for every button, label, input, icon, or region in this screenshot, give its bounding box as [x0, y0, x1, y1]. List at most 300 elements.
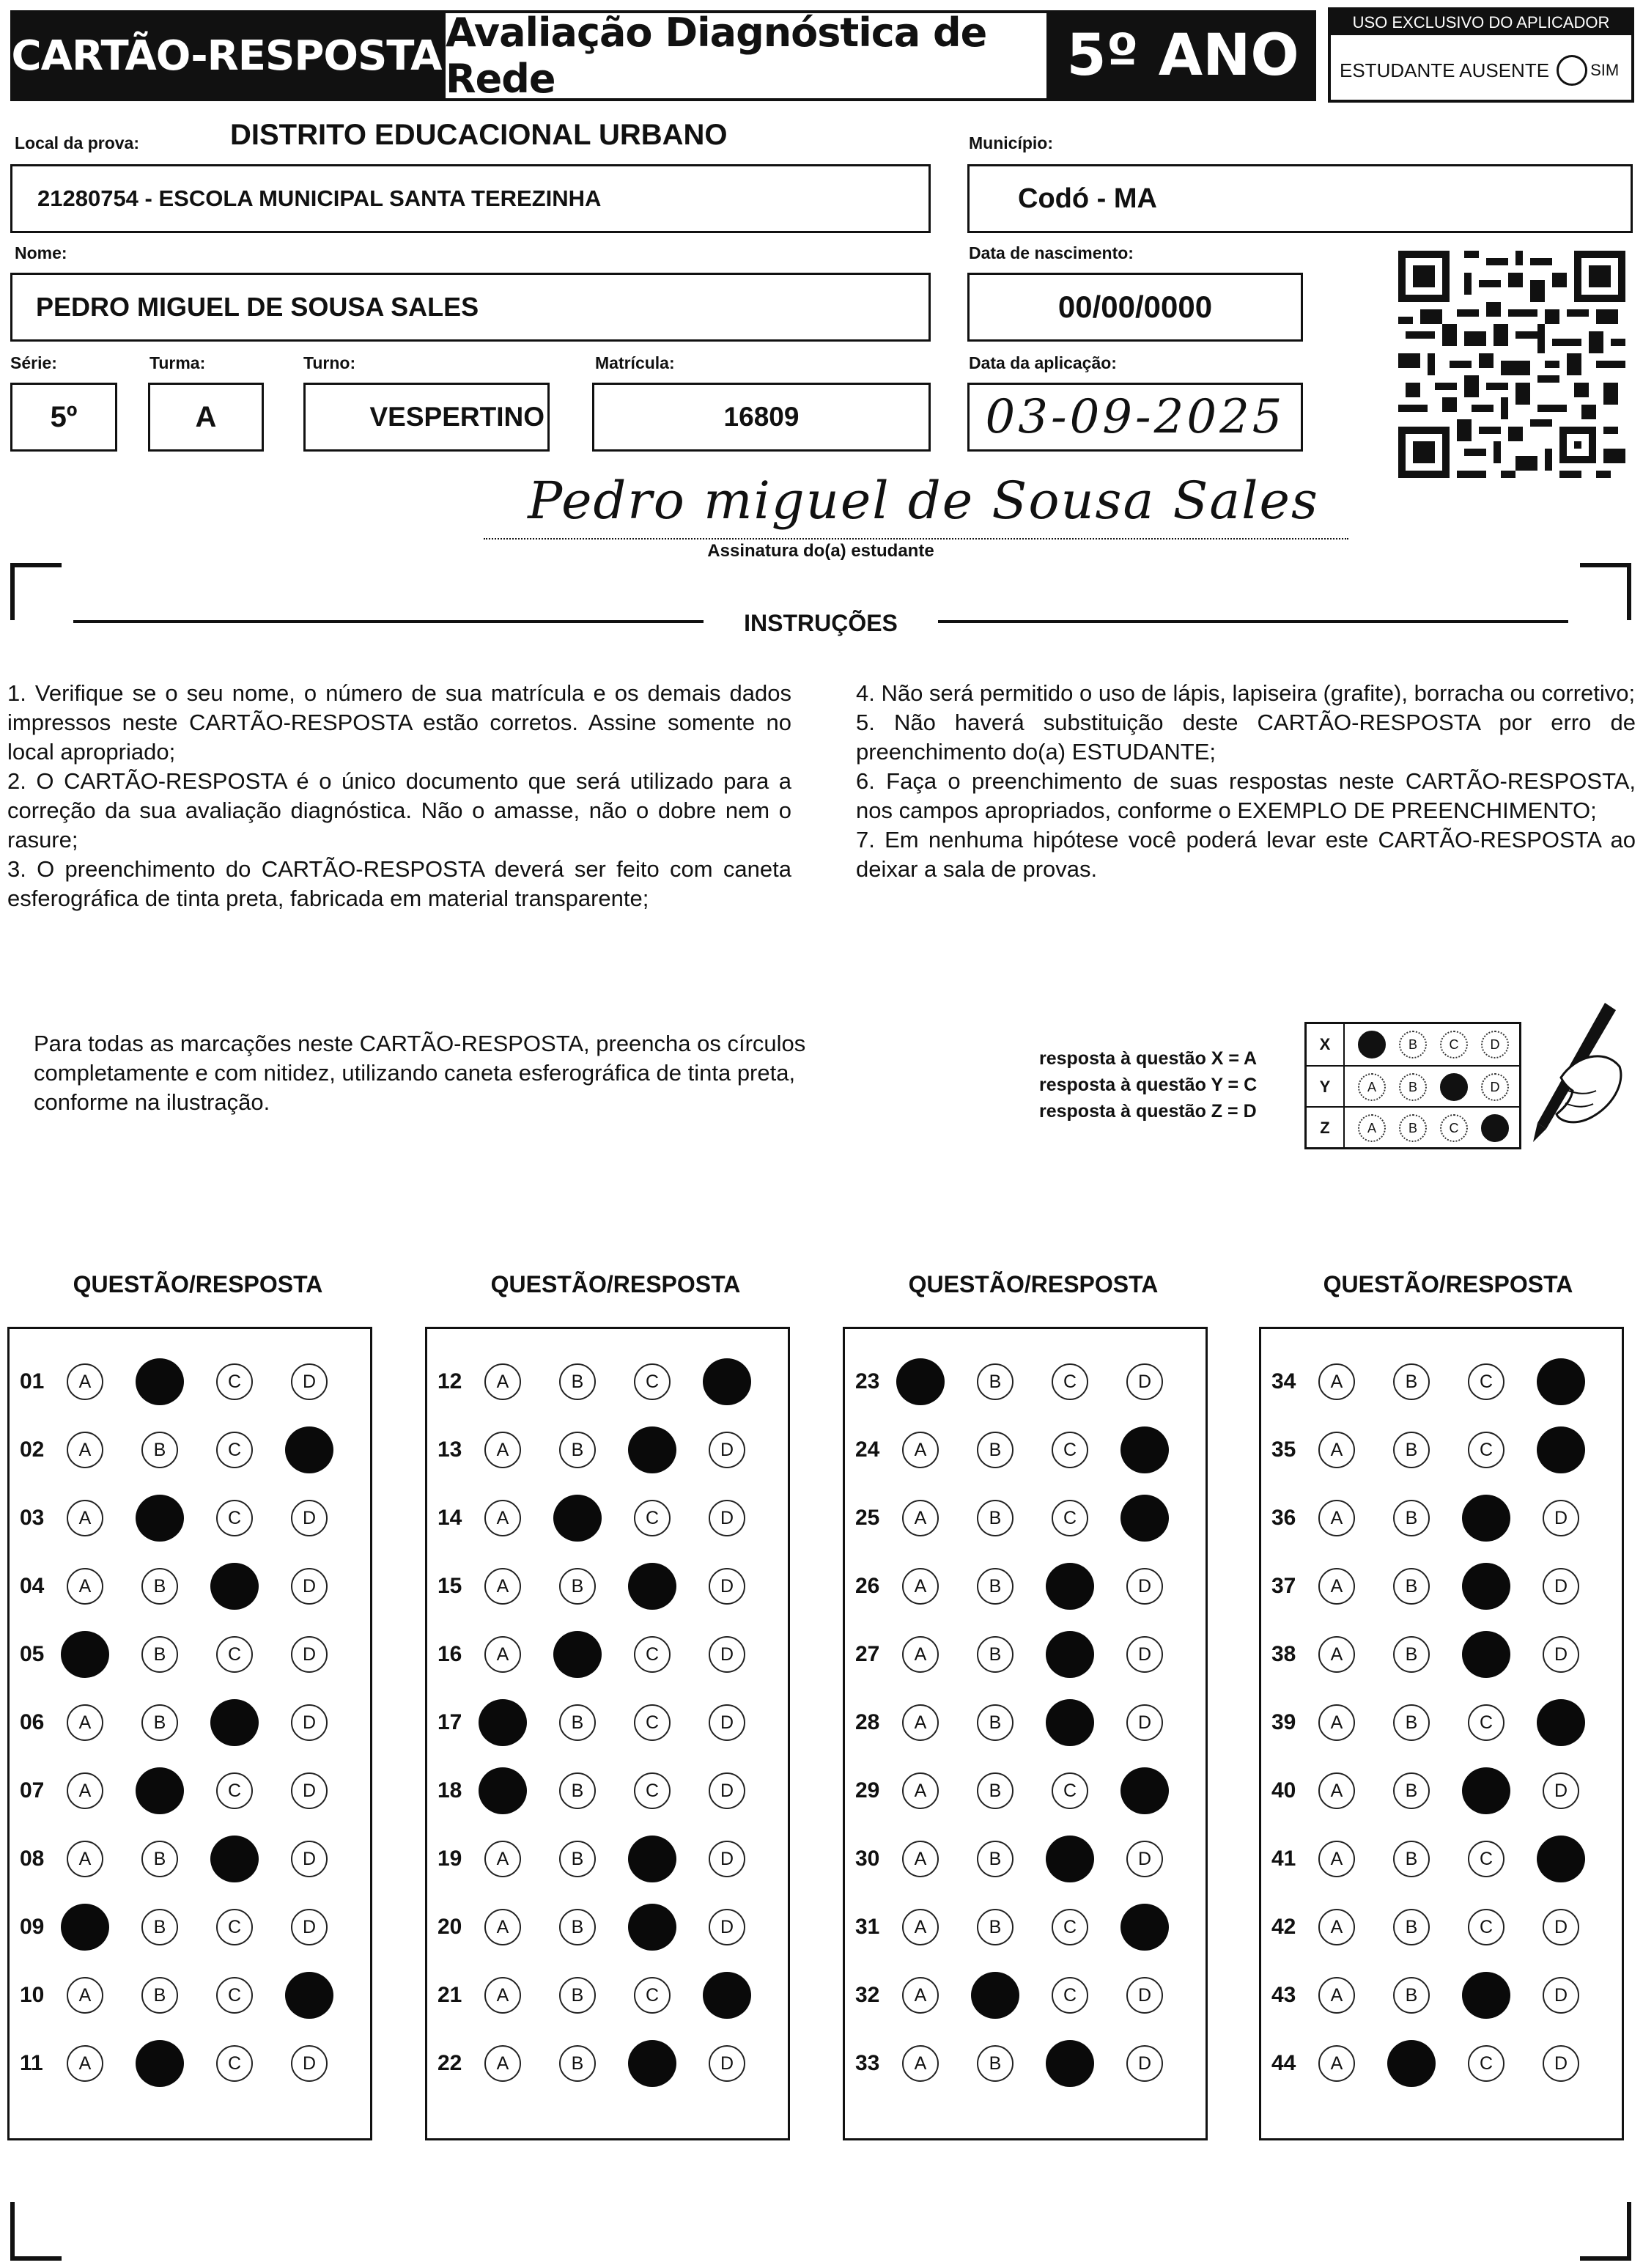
example-bubble-x-b: B: [1399, 1031, 1427, 1058]
example-bubble-y-b: B: [1399, 1073, 1427, 1101]
bubble-11-d[interactable]: D: [291, 2045, 328, 2082]
question-number: 32: [855, 1983, 880, 2007]
bubble-13-b[interactable]: B: [559, 1432, 596, 1468]
answer-row-08: [10, 1837, 370, 1881]
matricula-label: Matrícula:: [595, 353, 675, 372]
bubble-07-a[interactable]: A: [67, 1772, 103, 1809]
bubble-24-c[interactable]: C: [1052, 1432, 1088, 1468]
answer-row-32: [845, 1973, 1206, 2017]
bubble-09-d[interactable]: D: [291, 1909, 328, 1945]
bubble-32-c[interactable]: C: [1052, 1977, 1088, 2014]
answer-row-17: [427, 1701, 788, 1745]
bubble-17-d[interactable]: D: [709, 1704, 745, 1741]
bubble-33-d[interactable]: D: [1126, 2045, 1163, 2082]
bubble-08-c[interactable]: [210, 1836, 259, 1882]
bubble-11-a[interactable]: A: [67, 2045, 103, 2082]
bubble-38-a[interactable]: A: [1318, 1636, 1355, 1673]
bubble-03-a[interactable]: A: [67, 1500, 103, 1536]
nome-value: PEDRO MIGUEL DE SOUSA SALES: [36, 292, 479, 322]
bubble-42-a[interactable]: A: [1318, 1909, 1355, 1945]
answer-row-20: [427, 1905, 788, 1949]
bubble-25-b[interactable]: B: [977, 1500, 1014, 1536]
bubble-06-d[interactable]: D: [291, 1704, 328, 1741]
bubble-14-c[interactable]: C: [634, 1500, 671, 1536]
bubble-03-d[interactable]: D: [291, 1500, 328, 1536]
instruction-7: 7. Em nenhuma hipótese você poderá levar este CARTÃO-RESPOSTA ao deixar a sala de provas.: [856, 827, 1636, 882]
question-number: 39: [1271, 1710, 1296, 1734]
bubble-42-b[interactable]: B: [1393, 1909, 1430, 1945]
bubble-18-b[interactable]: B: [559, 1772, 596, 1809]
aplicacao-label: Data da aplicação:: [969, 353, 1117, 372]
answer-panel-1: [7, 1327, 372, 2140]
serie-field: [10, 383, 117, 452]
bubble-39-b[interactable]: B: [1393, 1704, 1430, 1741]
bubble-40-d[interactable]: D: [1543, 1772, 1579, 1809]
answer-row-12: [427, 1360, 788, 1404]
bubble-22-d[interactable]: D: [709, 2045, 745, 2082]
legend-z: resposta à questão Z = D: [1039, 1101, 1257, 1122]
bubble-12-b[interactable]: B: [559, 1363, 596, 1400]
bubble-14-a[interactable]: A: [484, 1500, 521, 1536]
answer-row-42: [1261, 1905, 1622, 1949]
bubble-07-c[interactable]: C: [216, 1772, 253, 1809]
bubble-20-a[interactable]: A: [484, 1909, 521, 1945]
bubble-02-d[interactable]: [285, 1426, 333, 1473]
bubble-04-b[interactable]: B: [141, 1568, 178, 1605]
bubble-28-a[interactable]: A: [902, 1704, 939, 1741]
answer-row-05: [10, 1632, 370, 1676]
answer-row-19: [427, 1837, 788, 1881]
question-number: 33: [855, 2051, 880, 2075]
question-number: 04: [20, 1574, 45, 1598]
bubble-09-b[interactable]: B: [141, 1909, 178, 1945]
bubble-06-b[interactable]: B: [141, 1704, 178, 1741]
turno-value: VESPERTINO: [369, 402, 544, 432]
answer-row-35: [1261, 1428, 1622, 1472]
absent-label: ESTUDANTE AUSENTE: [1340, 59, 1550, 81]
bubble-35-d[interactable]: [1537, 1426, 1585, 1473]
bubble-42-c[interactable]: C: [1468, 1909, 1504, 1945]
bubble-35-a[interactable]: A: [1318, 1432, 1355, 1468]
bubble-26-a[interactable]: A: [902, 1568, 939, 1605]
bubble-01-c[interactable]: C: [216, 1363, 253, 1400]
municipio-value: Codó - MA: [1018, 183, 1157, 214]
bubble-37-c[interactable]: [1462, 1563, 1510, 1610]
bubble-34-c[interactable]: C: [1468, 1363, 1504, 1400]
answer-row-09: [10, 1905, 370, 1949]
answer-row-14: [427, 1496, 788, 1540]
example-bubble-z-b: B: [1399, 1114, 1427, 1142]
question-number: 16: [437, 1642, 462, 1666]
legend-y: resposta à questão Y = C: [1039, 1075, 1258, 1095]
bubble-41-c[interactable]: C: [1468, 1841, 1504, 1877]
bubble-32-b[interactable]: [971, 1972, 1019, 2019]
bubble-02-b[interactable]: B: [141, 1432, 178, 1468]
corner-tl-v: [10, 563, 15, 620]
bubble-01-a[interactable]: A: [67, 1363, 103, 1400]
district-name: DISTRITO EDUCACIONAL URBANO: [230, 119, 728, 151]
turma-label: Turma:: [149, 353, 206, 372]
bubble-31-b[interactable]: B: [977, 1909, 1014, 1945]
bubble-24-d[interactable]: [1120, 1426, 1169, 1473]
bubble-39-d[interactable]: [1537, 1699, 1585, 1746]
bubble-29-d[interactable]: [1120, 1767, 1169, 1814]
answer-row-39: [1261, 1701, 1622, 1745]
bubble-42-d[interactable]: D: [1543, 1909, 1579, 1945]
answer-row-33: [845, 2041, 1206, 2085]
bubble-20-b[interactable]: B: [559, 1909, 596, 1945]
absent-checkbox[interactable]: [1557, 55, 1587, 86]
question-number: 08: [20, 1847, 45, 1871]
bubble-40-b[interactable]: B: [1393, 1772, 1430, 1809]
bubble-09-c[interactable]: C: [216, 1909, 253, 1945]
question-number: 24: [855, 1437, 880, 1462]
bubble-15-c[interactable]: [628, 1563, 676, 1610]
bubble-25-d[interactable]: [1120, 1495, 1169, 1542]
answer-row-25: [845, 1496, 1206, 1540]
bubble-04-c[interactable]: [210, 1563, 259, 1610]
bubble-20-d[interactable]: D: [709, 1909, 745, 1945]
bubble-01-b[interactable]: [136, 1358, 184, 1405]
example-row-label: X: [1307, 1024, 1345, 1065]
column-header-1: QUESTÃO/RESPOSTA: [73, 1271, 323, 1297]
bubble-25-a[interactable]: A: [902, 1500, 939, 1536]
instruction-5: 5. Não haverá substituição deste CARTÃO-RESPOSTA por erro de preenchimento do(a) ESTUDANTE;: [856, 710, 1636, 765]
bubble-44-b[interactable]: [1387, 2040, 1436, 2087]
question-number: 28: [855, 1710, 880, 1734]
bubble-08-d[interactable]: D: [291, 1841, 328, 1877]
bubble-43-d[interactable]: D: [1543, 1977, 1579, 2014]
bubble-07-d[interactable]: D: [291, 1772, 328, 1809]
bubble-40-a[interactable]: A: [1318, 1772, 1355, 1809]
bubble-34-a[interactable]: A: [1318, 1363, 1355, 1400]
bubble-29-a[interactable]: A: [902, 1772, 939, 1809]
bubble-33-a[interactable]: A: [902, 2045, 939, 2082]
bubble-18-d[interactable]: D: [709, 1772, 745, 1809]
bubble-13-c[interactable]: [628, 1426, 676, 1473]
bubble-14-b[interactable]: [553, 1495, 602, 1542]
bubble-12-a[interactable]: A: [484, 1363, 521, 1400]
bubble-22-a[interactable]: A: [484, 2045, 521, 2082]
bubble-05-b[interactable]: B: [141, 1636, 178, 1673]
example-bubble-z-c: C: [1440, 1114, 1468, 1142]
nascimento-value: 00/00/0000: [1057, 290, 1213, 324]
bubble-05-c[interactable]: C: [216, 1636, 253, 1673]
bubble-04-a[interactable]: A: [67, 1568, 103, 1605]
question-number: 01: [20, 1369, 45, 1393]
bubble-35-b[interactable]: B: [1393, 1432, 1430, 1468]
answer-row-01: [10, 1360, 370, 1404]
answer-row-10: [10, 1973, 370, 2017]
bubble-18-c[interactable]: C: [634, 1772, 671, 1809]
nascimento-field: [967, 273, 1303, 342]
bubble-30-a[interactable]: A: [902, 1841, 939, 1877]
answer-row-02: [10, 1428, 370, 1472]
bubble-34-d[interactable]: [1537, 1358, 1585, 1405]
corner-bl-h: [10, 2256, 62, 2261]
bubble-36-c[interactable]: [1462, 1495, 1510, 1542]
answer-row-40: [1261, 1769, 1622, 1813]
bubble-15-b[interactable]: B: [559, 1568, 596, 1605]
bubble-16-a[interactable]: A: [484, 1636, 521, 1673]
bubble-30-c[interactable]: [1046, 1836, 1094, 1882]
turno-label: Turno:: [303, 353, 356, 372]
serie-value: 5º: [50, 400, 78, 433]
bubble-06-c[interactable]: [210, 1699, 259, 1746]
bubble-03-c[interactable]: C: [216, 1500, 253, 1536]
bubble-12-c[interactable]: C: [634, 1363, 671, 1400]
turma-field: [148, 383, 264, 452]
fill-example-grid: [1304, 1022, 1521, 1149]
bubble-20-c[interactable]: [628, 1904, 676, 1951]
question-number: 17: [437, 1710, 462, 1734]
question-number: 26: [855, 1574, 880, 1598]
example-bubble-x-d: D: [1481, 1031, 1509, 1058]
instruction-2: 2. O CARTÃO-RESPOSTA é o único documento que será utilizado para a correção da sua avaliação diagnóstica. Não o amasse, não o dobre nem o rasure;: [7, 768, 791, 853]
bubble-08-a[interactable]: A: [67, 1841, 103, 1877]
bubble-43-c[interactable]: [1462, 1972, 1510, 2019]
question-number: 25: [855, 1506, 880, 1530]
question-number: 34: [1271, 1369, 1296, 1393]
answer-row-18: [427, 1769, 788, 1813]
pen-hand-icon: [1495, 997, 1627, 1151]
bubble-21-a[interactable]: A: [484, 1977, 521, 2014]
bubble-05-a[interactable]: [61, 1631, 109, 1678]
bubble-15-d[interactable]: D: [709, 1568, 745, 1605]
legend-x: resposta à questão X = A: [1039, 1048, 1258, 1069]
municipio-label: Município:: [969, 133, 1053, 152]
matricula-field: [592, 383, 931, 452]
nome-label: Nome:: [15, 243, 67, 262]
fill-example-legend: [1039, 1045, 1257, 1124]
example-row-label: Z: [1307, 1108, 1345, 1149]
bubble-31-a[interactable]: A: [902, 1909, 939, 1945]
bubble-26-b[interactable]: B: [977, 1568, 1014, 1605]
bubble-10-d[interactable]: [285, 1972, 333, 2019]
instructions-right: [856, 679, 1636, 884]
answer-row-06: [10, 1701, 370, 1745]
instructions-line-left: [73, 620, 704, 623]
answer-row-07: [10, 1769, 370, 1813]
instruction-4: 4. Não será permitido o uso de lápis, lapiseira (grafite), borracha ou corretivo;: [856, 680, 1636, 706]
bubble-32-a[interactable]: A: [902, 1977, 939, 2014]
bubble-28-d[interactable]: D: [1126, 1704, 1163, 1741]
bubble-33-b[interactable]: B: [977, 2045, 1014, 2082]
bubble-31-c[interactable]: C: [1052, 1909, 1088, 1945]
question-number: 27: [855, 1642, 880, 1666]
question-number: 43: [1271, 1983, 1296, 2007]
bubble-02-a[interactable]: A: [67, 1432, 103, 1468]
bubble-37-b[interactable]: B: [1393, 1568, 1430, 1605]
question-number: 14: [437, 1506, 462, 1530]
bubble-23-d[interactable]: D: [1126, 1363, 1163, 1400]
bubble-23-c[interactable]: C: [1052, 1363, 1088, 1400]
bubble-41-a[interactable]: A: [1318, 1841, 1355, 1877]
bubble-34-b[interactable]: B: [1393, 1363, 1430, 1400]
bubble-27-c[interactable]: [1046, 1631, 1094, 1678]
question-number: 10: [20, 1983, 45, 2007]
answer-row-38: [1261, 1632, 1622, 1676]
answer-row-03: [10, 1496, 370, 1540]
bubble-07-b[interactable]: [136, 1767, 184, 1814]
bubble-13-a[interactable]: A: [484, 1432, 521, 1468]
municipio-field: [967, 164, 1633, 233]
question-number: 07: [20, 1778, 45, 1803]
instructions-left: [7, 679, 791, 913]
answer-row-41: [1261, 1837, 1622, 1881]
bubble-28-c[interactable]: [1046, 1699, 1094, 1746]
bubble-10-c[interactable]: C: [216, 1977, 253, 2014]
bubble-37-a[interactable]: A: [1318, 1568, 1355, 1605]
bubble-26-d[interactable]: D: [1126, 1568, 1163, 1605]
question-number: 44: [1271, 2051, 1296, 2075]
bubble-37-d[interactable]: D: [1543, 1568, 1579, 1605]
bubble-33-c[interactable]: [1046, 2040, 1094, 2087]
answer-row-31: [845, 1905, 1206, 1949]
bubble-17-a[interactable]: [479, 1699, 527, 1746]
bubble-08-b[interactable]: B: [141, 1841, 178, 1877]
bubble-35-c[interactable]: C: [1468, 1432, 1504, 1468]
bubble-05-d[interactable]: D: [291, 1636, 328, 1673]
bubble-39-a[interactable]: A: [1318, 1704, 1355, 1741]
example-bubble-y-d: D: [1481, 1073, 1509, 1101]
question-number: 30: [855, 1847, 880, 1871]
serie-label: Série:: [10, 353, 57, 372]
turma-value: A: [195, 400, 217, 433]
answer-row-22: [427, 2041, 788, 2085]
bubble-01-d[interactable]: D: [291, 1363, 328, 1400]
bubble-28-b[interactable]: B: [977, 1704, 1014, 1741]
answer-row-37: [1261, 1564, 1622, 1608]
bubble-40-c[interactable]: [1462, 1767, 1510, 1814]
bubble-22-c[interactable]: [628, 2040, 676, 2087]
bubble-32-d[interactable]: D: [1126, 1977, 1163, 2014]
corner-br-h: [1580, 2256, 1631, 2261]
bubble-36-d[interactable]: D: [1543, 1500, 1579, 1536]
bubble-06-a[interactable]: A: [67, 1704, 103, 1741]
corner-tl-h: [10, 563, 62, 567]
bubble-38-b[interactable]: B: [1393, 1636, 1430, 1673]
bubble-41-d[interactable]: [1537, 1836, 1585, 1882]
bubble-30-b[interactable]: B: [977, 1841, 1014, 1877]
instructions-line-right: [938, 620, 1568, 623]
signature: [469, 471, 1378, 531]
bubble-13-d[interactable]: D: [709, 1432, 745, 1468]
bubble-27-d[interactable]: D: [1126, 1636, 1163, 1673]
bubble-44-a[interactable]: A: [1318, 2045, 1355, 2082]
bubble-38-c[interactable]: [1462, 1631, 1510, 1678]
bubble-24-b[interactable]: B: [977, 1432, 1014, 1468]
bubble-14-d[interactable]: D: [709, 1500, 745, 1536]
bubble-10-b[interactable]: B: [141, 1977, 178, 2014]
answer-row-04: [10, 1564, 370, 1608]
bubble-21-b[interactable]: B: [559, 1977, 596, 2014]
bubble-27-a[interactable]: A: [902, 1636, 939, 1673]
local-value: 21280754 - ESCOLA MUNICIPAL SANTA TEREZINHA: [37, 185, 602, 211]
bubble-18-a[interactable]: [479, 1767, 527, 1814]
bubble-39-c[interactable]: C: [1468, 1704, 1504, 1741]
answer-row-36: [1261, 1496, 1622, 1540]
bubble-43-b[interactable]: B: [1393, 1977, 1430, 2014]
example-row-x: [1307, 1024, 1519, 1065]
answer-row-16: [427, 1632, 788, 1676]
bubble-12-d[interactable]: [703, 1358, 751, 1405]
bubble-38-d[interactable]: D: [1543, 1636, 1579, 1673]
corner-tr-v: [1627, 563, 1631, 620]
bubble-11-b[interactable]: [136, 2040, 184, 2087]
bubble-19-c[interactable]: [628, 1836, 676, 1882]
bubble-25-c[interactable]: C: [1052, 1500, 1088, 1536]
bubble-30-d[interactable]: D: [1126, 1841, 1163, 1877]
answer-panel-3: [843, 1327, 1208, 2140]
bubble-31-d[interactable]: [1120, 1904, 1169, 1951]
example-bubble-z-a: A: [1358, 1114, 1386, 1142]
answer-row-23: [845, 1360, 1206, 1404]
bubble-21-c[interactable]: C: [634, 1977, 671, 2014]
answer-row-11: [10, 2041, 370, 2085]
bubble-03-b[interactable]: [136, 1495, 184, 1542]
bubble-41-b[interactable]: B: [1393, 1841, 1430, 1877]
bubble-02-c[interactable]: C: [216, 1432, 253, 1468]
bubble-16-b[interactable]: [553, 1631, 602, 1678]
bubble-19-b[interactable]: B: [559, 1841, 596, 1877]
answer-row-43: [1261, 1973, 1622, 2017]
bubble-23-b[interactable]: B: [977, 1363, 1014, 1400]
question-number: 09: [20, 1915, 45, 1939]
bubble-43-a[interactable]: A: [1318, 1977, 1355, 2014]
answer-row-26: [845, 1564, 1206, 1608]
applicator-title-text: USO EXCLUSIVO DO APLICADOR: [1352, 13, 1610, 32]
bubble-26-c[interactable]: [1046, 1563, 1094, 1610]
question-number: 23: [855, 1369, 880, 1393]
question-number: 15: [437, 1574, 462, 1598]
bubble-09-a[interactable]: [61, 1904, 109, 1951]
bubble-21-d[interactable]: [703, 1972, 751, 2019]
bubble-29-c[interactable]: C: [1052, 1772, 1088, 1809]
bubble-36-b[interactable]: B: [1393, 1500, 1430, 1536]
answer-row-30: [845, 1837, 1206, 1881]
bubble-10-a[interactable]: A: [67, 1977, 103, 2014]
bubble-11-c[interactable]: C: [216, 2045, 253, 2082]
instruction-1: 1. Verifique se o seu nome, o número de sua matrícula e os demais dados impressos neste CARTÃO-RESPOSTA estão corretos. Assine somente no local apropriado;: [7, 680, 791, 765]
bubble-22-b[interactable]: B: [559, 2045, 596, 2082]
bubble-19-d[interactable]: D: [709, 1841, 745, 1877]
question-number: 13: [437, 1437, 462, 1462]
bubble-44-d[interactable]: D: [1543, 2045, 1579, 2082]
bubble-04-d[interactable]: D: [291, 1568, 328, 1605]
question-number: 02: [20, 1437, 45, 1462]
aplicacao-value: 03-09-2025: [985, 390, 1285, 444]
bubble-16-c[interactable]: C: [634, 1636, 671, 1673]
bubble-17-c[interactable]: C: [634, 1704, 671, 1741]
bubble-23-a[interactable]: [896, 1358, 945, 1405]
bubble-16-d[interactable]: D: [709, 1636, 745, 1673]
bubble-24-a[interactable]: A: [902, 1432, 939, 1468]
answer-row-27: [845, 1632, 1206, 1676]
bubble-44-c[interactable]: C: [1468, 2045, 1504, 2082]
bubble-36-a[interactable]: A: [1318, 1500, 1355, 1536]
question-number: 05: [20, 1642, 45, 1666]
bubble-27-b[interactable]: B: [977, 1636, 1014, 1673]
bubble-29-b[interactable]: B: [977, 1772, 1014, 1809]
bubble-15-a[interactable]: A: [484, 1568, 521, 1605]
answer-row-34: [1261, 1360, 1622, 1404]
question-number: 37: [1271, 1574, 1296, 1598]
nome-field: [10, 273, 931, 342]
answer-row-13: [427, 1428, 788, 1472]
bubble-19-a[interactable]: A: [484, 1841, 521, 1877]
bubble-17-b[interactable]: B: [559, 1704, 596, 1741]
